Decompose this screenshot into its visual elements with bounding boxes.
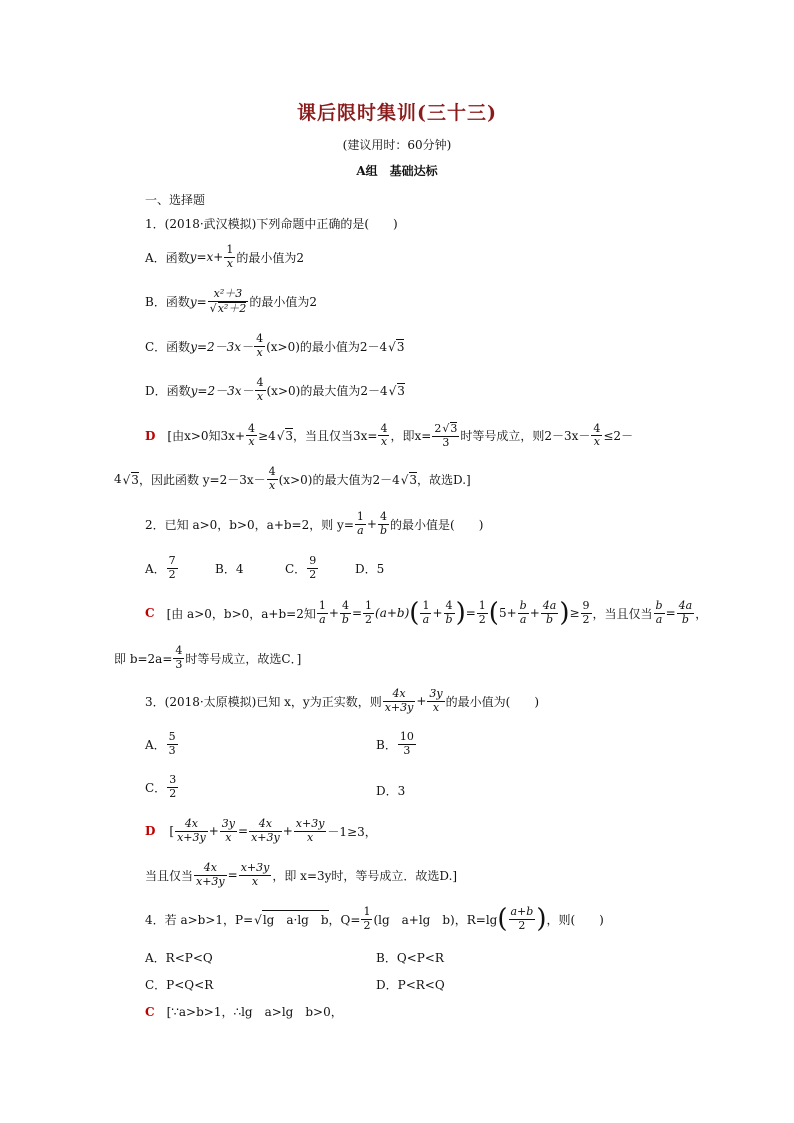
fraction [246, 423, 257, 449]
fraction [194, 862, 227, 888]
den: 2 [168, 567, 176, 581]
q1-option-d[interactable] [145, 377, 405, 403]
num: 3y [429, 687, 443, 700]
num: x²＋3 [213, 287, 243, 300]
q4-solution-line1 [145, 1003, 343, 1020]
opt-label: C．函数 [145, 339, 191, 354]
opt-text: (x>0)的最大值为2－4 [266, 383, 388, 398]
den: x [226, 256, 233, 270]
expr: y= [189, 294, 207, 309]
answer-letter: C [145, 1004, 155, 1019]
stem-text: ，Q= [328, 912, 361, 927]
q2-options [145, 555, 384, 581]
den: x [432, 700, 440, 714]
answer-letter: D [145, 824, 156, 839]
group-heading: A组 基础达标 [356, 164, 438, 178]
den: 2 [363, 918, 371, 932]
opt-label: B．函数 [145, 295, 190, 310]
q4-option-a[interactable]: A．R<P<Q [145, 951, 213, 965]
q2-solution-line2 [114, 645, 301, 671]
q4-option-d[interactable]: D．P<R<Q [376, 978, 445, 992]
sol-text: [由 a>0，b>0，a+b=2知 [166, 606, 316, 621]
opt-label: A．函数 [145, 250, 190, 265]
sqrt: √ 3 [131, 472, 139, 487]
den: x [593, 435, 600, 449]
stem-text: 2．已知 a>0，b>0，a+b=2，则 y= [145, 517, 354, 532]
num: 4x [203, 861, 217, 874]
q3-solution-line1: D [ 4x x+3y + 3y x = 4x x+3y + x+3y x －1≥3， [145, 817, 377, 844]
fraction [383, 688, 416, 714]
num: 3 [169, 773, 177, 786]
num: 4a [678, 599, 693, 612]
expr: y=2－3x－ [190, 339, 254, 354]
fraction [239, 862, 272, 888]
den: x+3y [384, 700, 414, 714]
fraction [509, 906, 536, 932]
paren: ) [455, 598, 466, 629]
den: b [681, 612, 689, 626]
opt-label: C． [145, 780, 167, 795]
num: b [655, 599, 663, 612]
den: x²＋2 [217, 301, 247, 315]
den: a [319, 612, 326, 626]
q4-option-b[interactable]: B．Q<P<R [376, 951, 444, 965]
paren: ( [409, 598, 420, 629]
opt-label: D．函数 [145, 383, 191, 398]
q1-option-a[interactable] [145, 244, 304, 270]
fraction [477, 600, 488, 626]
fraction [175, 818, 208, 844]
den: a [519, 612, 527, 626]
num: 1 [422, 599, 430, 612]
q4-option-c[interactable]: C．P<Q<R [145, 978, 214, 992]
num: 4x [392, 687, 406, 700]
num: 4 [248, 421, 256, 435]
num: 4 [175, 644, 183, 657]
den: x [248, 435, 255, 449]
num: 9 [582, 599, 590, 612]
den: x+3y [177, 830, 206, 844]
fraction [591, 423, 602, 449]
num: 5 [168, 730, 176, 743]
sol-text: ≤2－ [603, 429, 634, 444]
num: a+b [510, 905, 534, 918]
fraction [444, 600, 455, 626]
den: 2 [365, 612, 373, 626]
sol-text: [ [169, 824, 175, 839]
fraction [420, 600, 431, 626]
opt-label: C． [285, 561, 307, 576]
den: x+3y [196, 874, 225, 888]
den: x [380, 435, 388, 449]
expr: y=x+ [189, 250, 224, 265]
num: 10 [399, 730, 414, 743]
num: 4 [378, 511, 389, 525]
fraction [208, 288, 249, 315]
fraction [173, 645, 184, 671]
num: 1 [365, 599, 373, 612]
den: 2 [309, 567, 317, 581]
sol-text: ，当且仅当3x= [293, 429, 378, 444]
num: 3y [221, 817, 236, 830]
q2-option-c[interactable] [285, 555, 355, 581]
num: 1 [356, 510, 364, 523]
den: a [422, 612, 430, 626]
answer-letter: C [145, 606, 155, 621]
sol-text: ≥ [569, 606, 580, 621]
num: 1 [363, 905, 371, 918]
q1-solution-line2 [114, 466, 471, 492]
q1-stem: 1．(2018·武汉模拟)下列命题中正确的是( ) [145, 217, 398, 231]
den: 3 [403, 743, 411, 757]
comma: ， [695, 606, 708, 621]
q3-option-b[interactable] [376, 731, 417, 757]
sqrt: √ 3 [409, 472, 417, 487]
paren: ( [497, 904, 508, 935]
fraction [267, 466, 278, 492]
num: 4x [258, 817, 272, 830]
num: 1 [318, 599, 326, 612]
sol-text: ，当且仅当 [592, 606, 653, 621]
den: 2 [518, 918, 526, 932]
num: 9 [309, 554, 317, 567]
sqrt: √ lg a·lg b [262, 910, 328, 928]
den: a [655, 612, 663, 626]
sol-text: 时等号成立，则2－3x－ [460, 429, 591, 444]
stem-text: 4．若 a>b>1，P= [145, 912, 254, 927]
den: a [357, 523, 364, 537]
sol-text: 时等号成立，故选C．] [185, 651, 302, 666]
opt-label: B． [376, 737, 397, 752]
fraction [307, 555, 318, 581]
stem-text: ，则( ) [546, 912, 604, 927]
q2-solution-line1: C [由 a>0，b>0，a+b=2知 1 a + 4 b = $\frac{1}{2}$ (a+b) ( 1 a + 4 b ) = $\frac{1}{2}$ ( 5+ $\frac{b}{a}$ + 4a b ) ≥ $\frac{9}{2}$ ，当且仅当 b a = 4a b ， [145, 598, 708, 629]
sol-text: ，因此函数 y=2－3x－ [138, 472, 266, 487]
fraction [294, 818, 327, 844]
q2-option-b[interactable]: B．4 [215, 561, 244, 576]
num: x+3y [240, 861, 270, 874]
sol-text: [由x>0知3x+ [167, 429, 246, 444]
num: 4 [340, 600, 351, 614]
den: 3 [168, 743, 176, 757]
num: 4a [542, 599, 557, 612]
fraction [432, 422, 459, 449]
q3-option-c[interactable] [145, 774, 179, 800]
num: 1 [478, 599, 486, 612]
section-heading: 一、选择题 [145, 193, 206, 207]
den: 2 [478, 612, 486, 626]
fraction [317, 600, 328, 626]
page-title: 课后限时集训(三十三) [297, 102, 497, 124]
den: x [256, 345, 263, 359]
sqrt: √ 3 [397, 383, 405, 398]
paren: ( [488, 598, 499, 629]
fraction [363, 600, 374, 626]
num: b [519, 599, 527, 612]
sol-text: －1≥3， [327, 824, 377, 839]
sol-text: (x>0)的最大值为2－4 [278, 472, 400, 487]
expr: y=2－3x－ [190, 383, 254, 398]
fraction [378, 511, 389, 537]
fraction [581, 600, 592, 626]
den: x [269, 478, 276, 492]
sol-text: [∵a>b>1，∴lg a>lg b>0， [166, 1005, 343, 1019]
fraction [249, 818, 282, 844]
opt-text: (x>0)的最小值为2－4 [266, 339, 388, 354]
den: x+3y [251, 830, 280, 844]
num: 4 [593, 421, 601, 435]
sol-text: 即 b=2a= [114, 651, 173, 666]
plus: + [366, 517, 377, 532]
fraction [541, 600, 559, 626]
sqrt: √ 3 [285, 428, 293, 443]
stem-text: 3．(2018·太原模拟)已知 x，y为正实数，则 [145, 694, 382, 709]
q1-solution-line1 [145, 422, 633, 449]
sol-text: ，故选D.] [417, 472, 471, 487]
den: x [306, 830, 314, 844]
fraction [355, 511, 366, 537]
fraction [378, 423, 389, 449]
fraction [220, 818, 237, 844]
q3-option-a[interactable] [145, 731, 179, 757]
sol-text: 4 [114, 472, 122, 487]
fraction [361, 906, 372, 932]
den: b [445, 612, 453, 626]
sol-text: (a+b) [375, 606, 410, 621]
num: 4x [184, 817, 199, 830]
q3-option-d[interactable]: D．3 [376, 784, 406, 798]
sol-text: ，即 x=3y时，等号成立．故选D.] [272, 868, 458, 883]
sol-text: 5+ [498, 606, 517, 621]
sol-text: 当且仅当 [145, 868, 194, 883]
answer-letter: D [145, 428, 156, 443]
den: x [251, 874, 259, 888]
opt-text: 的最小值为2 [249, 295, 317, 310]
stem-text: 的最小值为( ) [445, 694, 540, 709]
num: 4 [256, 332, 264, 345]
den: b [341, 612, 349, 626]
fraction [340, 600, 351, 626]
fraction [255, 377, 266, 403]
num: 7 [168, 554, 176, 567]
num: 4 [380, 421, 388, 435]
q2-option-d[interactable]: D．5 [355, 561, 385, 576]
num: 4 [444, 600, 455, 614]
fraction [167, 731, 178, 757]
fraction [254, 333, 265, 359]
fraction [167, 774, 178, 800]
q3-stem: 3．(2018·太原模拟)已知 x，y为正实数，则 4x x+3y + 3y x 的最小值为( ) [145, 687, 540, 714]
den: x [225, 830, 232, 844]
den: 2 [169, 786, 177, 800]
sol-text: ≥4 [258, 428, 276, 443]
num: 1 [226, 243, 234, 256]
den: x [256, 389, 264, 403]
fraction [398, 731, 416, 757]
den: b [379, 523, 388, 537]
time-note: (建议用时：60分钟) [342, 138, 452, 152]
num: 2 [434, 422, 442, 435]
den: 3 [442, 435, 450, 449]
den: b [546, 612, 554, 626]
den: 2 [582, 612, 590, 626]
paren: ) [536, 904, 547, 935]
sqrt: √ 3 [450, 422, 457, 436]
sqrt: √ 3 [396, 339, 404, 354]
paren: ) [559, 598, 570, 629]
q2-option-a[interactable] [145, 555, 215, 581]
q2-stem [145, 511, 483, 537]
fraction [224, 244, 235, 270]
opt-text: 的最小值为2 [236, 250, 304, 265]
fraction [427, 688, 444, 714]
q1-option-b[interactable] [145, 288, 317, 315]
q4-stem [145, 904, 604, 935]
q3-solution-line2: 当且仅当 4x x+3y = x+3y x ，即 x=3y时，等号成立．故选D.] [145, 861, 458, 888]
fraction [518, 600, 529, 626]
fraction [654, 600, 665, 626]
stem-text: (lg a+lg b)，R=lg [373, 912, 498, 927]
opt-label: A． [145, 561, 166, 576]
num: 4 [256, 376, 264, 389]
fraction [677, 600, 695, 626]
opt-label: A． [145, 737, 166, 752]
num: 4 [268, 465, 276, 478]
stem-text: 的最小值是( ) [390, 517, 484, 532]
num: x+3y [295, 817, 325, 830]
den: 3 [175, 657, 183, 671]
q1-option-c[interactable] [145, 333, 404, 359]
sol-text: ，即x= [390, 429, 432, 444]
fraction [167, 555, 178, 581]
